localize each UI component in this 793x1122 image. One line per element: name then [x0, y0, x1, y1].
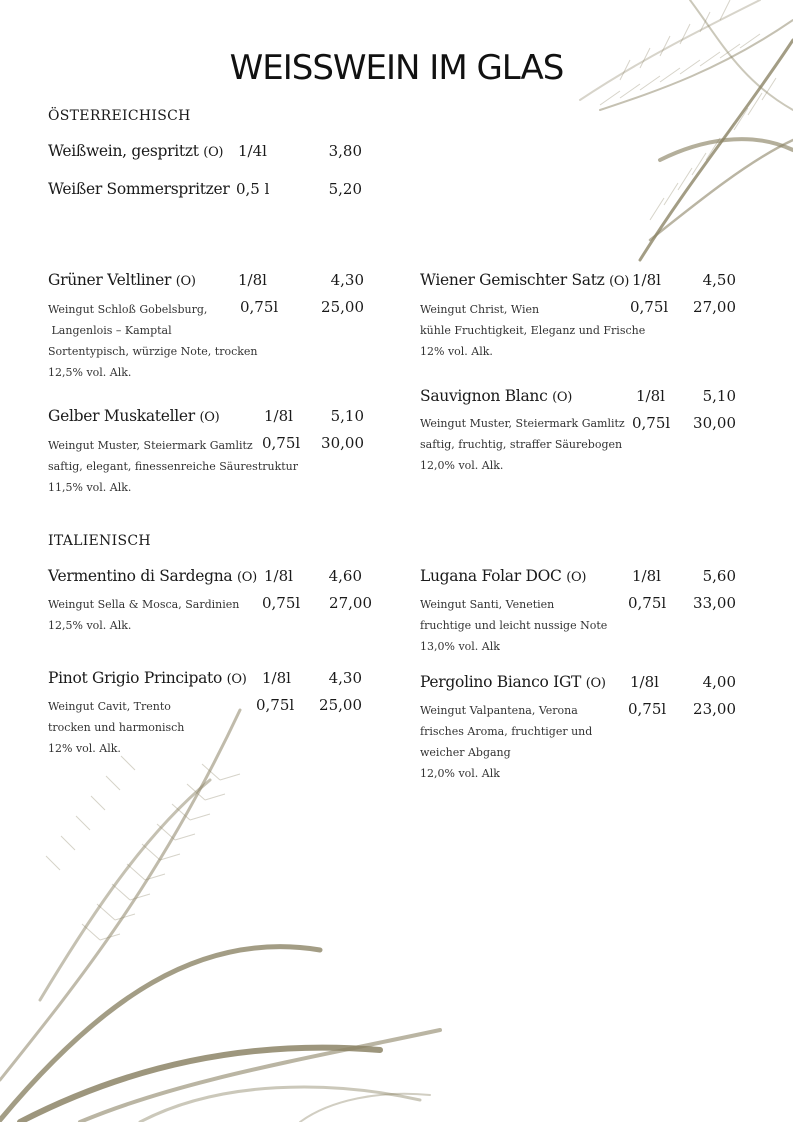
glass-volume: 1/8l — [632, 567, 661, 585]
wine-name: Pinot Grigio Principato — [48, 669, 222, 687]
bottle-price: 30,00 — [321, 434, 364, 452]
bottle-price: 27,00 — [693, 298, 736, 316]
bottle-price: 30,00 — [693, 414, 736, 432]
wine-details: Weingut Santi, Venetien fruchtige und leicht nussige Note 13,0% vol. Alk — [420, 598, 608, 653]
bottle-volume: 0,75l — [628, 700, 667, 718]
wine-details: Weingut Schloß Gobelsburg, Langenlois – Kamptal Sortentypisch, würzige Note, trocken 12,5% vol. Alk. — [48, 303, 258, 379]
wine-tag: (O) — [609, 274, 630, 289]
wine-details: Weingut Muster, Steiermark Gamlitz saftig, fruchtig, straffer Säurebogen 12,0% vol. Alk. — [420, 417, 625, 472]
wine-name: Grüner Veltliner — [48, 271, 172, 289]
bottle-volume: 0,75l — [240, 298, 279, 316]
bottle-volume: 0,75l — [628, 594, 667, 612]
wine-name: Lugana Folar DOC — [420, 567, 562, 585]
wine-tag: (O) — [585, 676, 606, 691]
glass-price: 4,60 — [328, 567, 362, 585]
wine-details: Weingut Christ, Wien kühle Fruchtigkeit, Eleganz und Frische 12% vol. Alk. — [420, 303, 646, 358]
wine-name: Vermentino di Sardegna — [48, 567, 233, 585]
wine-tag: (O) — [226, 672, 247, 687]
bottle-volume: 0,75l — [630, 298, 669, 316]
glass-volume: 1/8l — [238, 271, 267, 289]
wine-tag: (O) — [237, 570, 257, 585]
bottle-price: 33,00 — [693, 594, 736, 612]
wine-tag: (O) — [203, 145, 224, 160]
wine-tag: (O) — [175, 274, 196, 289]
glass-volume: 1/8l — [632, 271, 661, 289]
bottle-volume: 0,75l — [262, 434, 301, 452]
glass-price: 5,60 — [702, 567, 736, 585]
glass-volume: 1/8l — [264, 567, 293, 585]
wine-volume: 1/4l — [238, 142, 267, 160]
glass-volume: 1/8l — [264, 407, 293, 425]
bottle-volume: 0,75l — [632, 414, 671, 432]
glass-price: 4,30 — [330, 271, 364, 289]
wine-name: Pergolino Bianco IGT — [420, 673, 582, 691]
wine-tag: (O) — [566, 570, 587, 585]
section-heading-italy: ITALIENISCH — [48, 533, 151, 549]
wine-volume: 0,5 l — [236, 180, 270, 198]
glass-price: 4,30 — [328, 669, 362, 687]
glass-price: 5,10 — [702, 387, 736, 405]
glass-price: 4,50 — [702, 271, 736, 289]
wine-details: Weingut Valpantena, Verona frisches Aroma, fruchtiger und weicher Abgang 12,0% vol. Alk — [420, 704, 593, 780]
glass-volume: 1/8l — [630, 673, 659, 691]
bottle-price: 27,00 — [329, 594, 372, 612]
glass-price: 4,00 — [702, 673, 736, 691]
wine-name: Sauvignon Blanc — [420, 387, 548, 405]
glass-volume: 1/8l — [636, 387, 665, 405]
section-heading-austria: ÖSTERREICHISCH — [48, 108, 191, 124]
wine-name: Weißer Sommerspritzer — [48, 180, 230, 198]
wine-name: Weißwein, gespritzt — [48, 142, 199, 160]
bottle-volume: 0,75l — [262, 594, 301, 612]
wine-tag: (O) — [199, 410, 220, 425]
bottle-price: 25,00 — [319, 696, 362, 714]
wine-price: 5,20 — [328, 180, 362, 198]
glass-volume: 1/8l — [262, 669, 291, 687]
bottle-price: 25,00 — [321, 298, 364, 316]
wine-tag: (O) — [552, 390, 573, 405]
bottle-price: 23,00 — [693, 700, 736, 718]
wine-price: 3,80 — [328, 142, 362, 160]
bottle-volume: 0,75l — [256, 696, 295, 714]
wine-details: Weingut Cavit, Trento trocken und harmonisch 12% vol. Alk. — [48, 700, 185, 755]
wine-name: Gelber Muskateller — [48, 407, 195, 425]
wine-name: Wiener Gemischter Satz — [420, 271, 605, 289]
glass-price: 5,10 — [330, 407, 364, 425]
menu-title: WEISSWEIN IM GLAS — [229, 48, 564, 88]
wine-details: Weingut Muster, Steiermark Gamlitz saftig, elegant, finessenreiche Säurestruktur 11,5% vol. Alk. — [48, 439, 299, 494]
wine-details: Weingut Sella & Mosca, Sardinien 12,5% vol. Alk. — [48, 598, 240, 632]
